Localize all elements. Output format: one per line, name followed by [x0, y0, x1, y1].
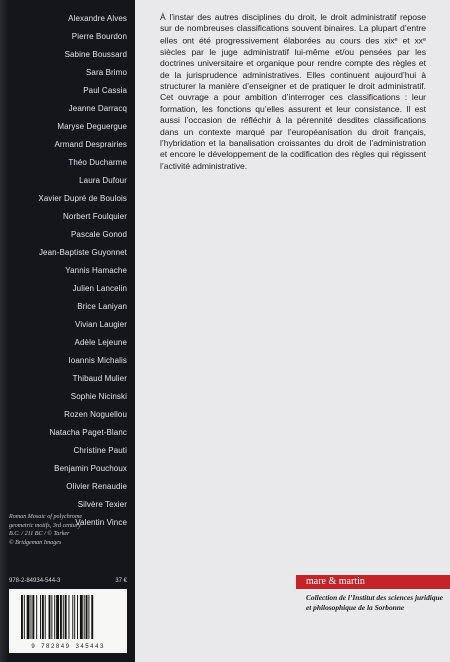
author-name: Rozen Noguellou	[64, 410, 127, 419]
author-name: Natacha Paget-Blanc	[49, 428, 127, 437]
author-name: Jeanne Darracq	[68, 104, 127, 113]
credit-line: B.C. / 211 BC / © Tarker	[9, 531, 70, 537]
author-name: Pierre Bourdon	[71, 32, 127, 41]
author-name: Jean-Baptiste Guyonnet	[38, 248, 127, 257]
collection-line: et philosophique de la Sorbonne	[306, 603, 405, 612]
author-name: Maryse Deguergue	[57, 122, 127, 131]
author-list	[8, 10, 127, 532]
credit-line: © Bridgeman Images	[9, 539, 62, 546]
author-name: Brice Laniyan	[77, 302, 127, 311]
price: 37 €	[115, 578, 127, 584]
author-name: Armand Desprairies	[54, 140, 127, 149]
author-name: Thibaud Mulier	[72, 374, 127, 383]
author-name: Benjamin Pouchoux	[54, 464, 127, 473]
barcode-bars	[19, 595, 117, 639]
author-name: Valentin Vince	[75, 518, 127, 527]
author-name: Sabine Boussard	[64, 50, 127, 59]
collection-title	[306, 593, 446, 613]
author-name: Adèle Lejeune	[74, 338, 127, 347]
credit-line: geometric motifs, 3rd century	[9, 522, 81, 529]
author-panel	[0, 0, 135, 662]
superscript: e	[394, 36, 398, 43]
publisher-logo: mare & martin	[296, 575, 450, 589]
century-numeral: xix	[384, 35, 395, 46]
author-name: Xavier Dupré de Boulois	[38, 194, 127, 203]
back-cover-blurb	[160, 12, 426, 172]
author-name: Norbert Foulquier	[63, 212, 127, 221]
author-name: Sophie Nicinski	[70, 392, 127, 401]
author-name: Julien Lancelin	[72, 284, 127, 293]
author-name: Silvère Texier	[77, 500, 127, 509]
author-name: Laura Dufour	[79, 176, 127, 185]
author-name: Vivian Laugier	[75, 320, 127, 329]
collection-line: Collection de l’Institut des sciences juridique	[306, 593, 443, 602]
superscript: e	[422, 36, 426, 43]
author-name: Ioannis Michalis	[68, 356, 127, 365]
author-name: Christine Pauti	[73, 446, 127, 455]
author-name: Théo Ducharme	[68, 158, 127, 167]
blurb-text: À l’instar des autres disciplines du droit, le droit administratif repose sur de nombreuses classifications souvent binaires. La plupart d’entre elles ont été progressivement élaborées au cours des	[160, 12, 426, 46]
author-name: Yannis Hamache	[65, 266, 127, 275]
author-name: Alexandre Alves	[68, 14, 127, 23]
author-name: Paul Cassia	[83, 86, 127, 95]
author-name: Olivier Renaudie	[66, 482, 127, 491]
barcode	[9, 589, 127, 653]
barcode-digits: 9 782849 345443	[31, 643, 105, 650]
isbn: 978-2-84934-544-3	[9, 578, 61, 584]
isbn-price-row	[9, 576, 127, 586]
century-numeral: xx	[414, 35, 423, 46]
author-name: Pascale Gonod	[70, 230, 127, 239]
image-credit	[9, 513, 127, 547]
spine-edge	[0, 0, 8, 662]
author-name: Sara Brimo	[85, 68, 127, 77]
blurb-text: et	[397, 35, 415, 46]
credit-line: Roman Mosaic of polychrome	[9, 514, 83, 520]
blurb-text: siècles par le juge administratif lui-même et/ou pensées par les doctrines universitaire et organique pour rendre compte des règles et de la jurisprudence administratives. Elles continuent aujourd’hui à structurer la manière d’enseigner et de pratiquer le droit administratif. Cet ouvrage a pour ambition d’interroger ces classifications : leur formation, les fonctions qu’elles assurent et leur consistance. Il est aussi l’occasion de réfléchir à la pérennité desdites classifications dans un contexte marqué par l’européanisation du droit français, l’hybridation et la banalisation croissantes du droit de l’administration et encore le développement de la codification des règles qui régissent l’activité administrative.	[160, 46, 426, 171]
